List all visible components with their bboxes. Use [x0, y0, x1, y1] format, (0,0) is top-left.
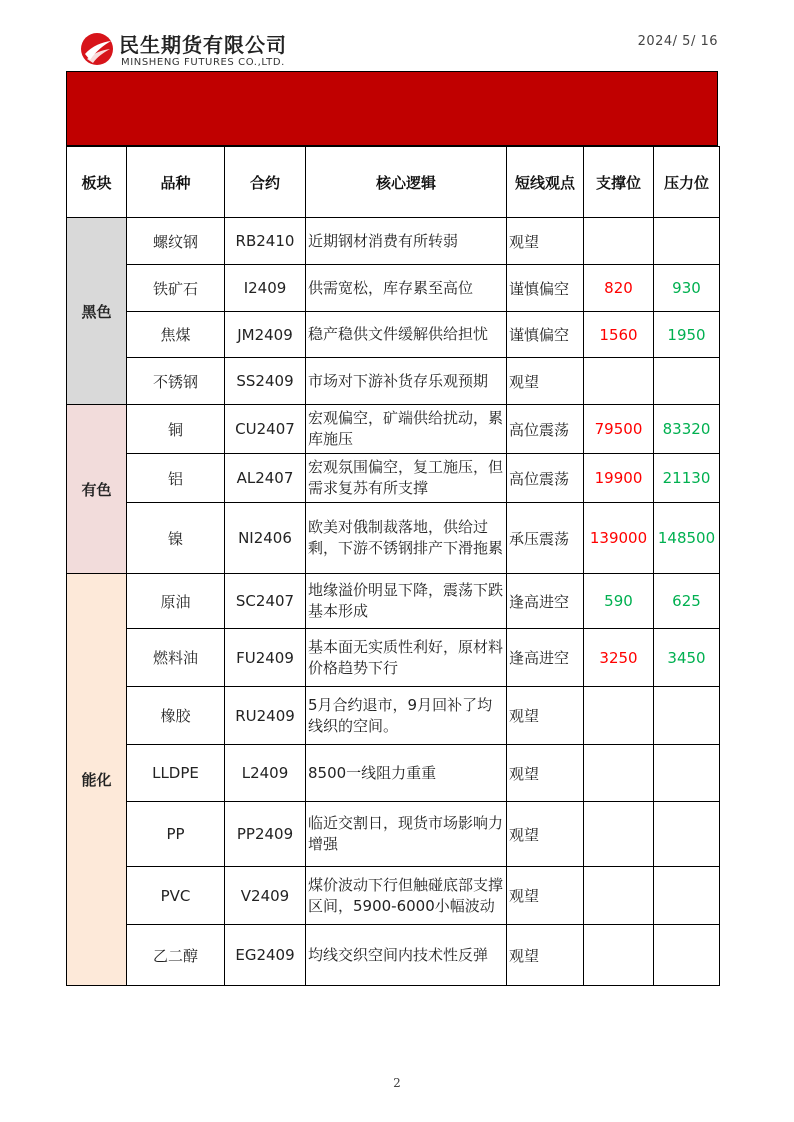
company-name-en: MINSHENG FUTURES CO.,LTD.	[121, 57, 285, 68]
header-core-logic: 核心逻辑	[306, 147, 507, 218]
logic-cell: 宏观氛围偏空，复工施压，但需求复苏有所支撑	[306, 454, 507, 503]
view-cell: 高位震荡	[507, 454, 584, 503]
support-cell	[584, 687, 654, 745]
resistance-cell	[654, 218, 720, 265]
resistance-cell: 148500	[654, 503, 720, 574]
support-cell	[584, 802, 654, 867]
table-row	[67, 265, 720, 312]
resistance-cell	[654, 745, 720, 802]
logic-cell: 宏观偏空，矿端供给扰动，累库施压	[306, 405, 507, 454]
contract-cell: AL2407	[225, 454, 306, 503]
support-cell	[584, 218, 654, 265]
table-row	[67, 867, 720, 925]
logic-text: 煤价波动下行但触碰底部支撑区间，5900-6000小幅波动	[308, 875, 504, 915]
variety-cell: 橡胶	[127, 687, 225, 745]
contract-cell: CU2407	[225, 405, 306, 454]
view-cell: 观望	[507, 218, 584, 265]
header-resistance: 压力位	[654, 147, 720, 218]
page-header	[0, 0, 794, 72]
view-cell: 谨慎偏空	[507, 312, 584, 358]
variety-cell: 不锈钢	[127, 358, 225, 405]
table-row	[67, 925, 720, 986]
logic-cell: 8500一线阻力重重	[306, 745, 507, 802]
support-cell	[584, 745, 654, 802]
sector-cell: 能化	[67, 574, 127, 986]
contract-cell: RU2409	[225, 687, 306, 745]
resistance-cell: 3450	[654, 629, 720, 687]
contract-cell: JM2409	[225, 312, 306, 358]
resistance-cell: 21130	[654, 454, 720, 503]
table-row	[67, 312, 720, 358]
view-cell: 承压震荡	[507, 503, 584, 574]
support-cell	[584, 867, 654, 925]
contract-cell: V2409	[225, 867, 306, 925]
resistance-cell	[654, 867, 720, 925]
contract-cell: L2409	[225, 745, 306, 802]
support-cell: 79500	[584, 405, 654, 454]
resistance-cell	[654, 925, 720, 986]
header-support: 支撑位	[584, 147, 654, 218]
logic-cell: 欧美对俄制裁落地，供给过剩，下游不锈钢排产下滑拖累	[306, 503, 507, 574]
table-row	[67, 218, 720, 265]
view-cell: 逢高进空	[507, 629, 584, 687]
support-cell	[584, 358, 654, 405]
variety-cell: 原油	[127, 574, 225, 629]
resistance-cell	[654, 687, 720, 745]
contract-cell: EG2409	[225, 925, 306, 986]
table-row	[67, 687, 720, 745]
page-number: 2	[393, 1076, 401, 1090]
resistance-cell: 930	[654, 265, 720, 312]
support-cell: 19900	[584, 454, 654, 503]
contract-cell: RB2410	[225, 218, 306, 265]
support-cell: 820	[584, 265, 654, 312]
contract-cell: PP2409	[225, 802, 306, 867]
logic-cell	[306, 867, 507, 925]
table-row	[67, 454, 720, 503]
variety-cell: 焦煤	[127, 312, 225, 358]
resistance-cell	[654, 358, 720, 405]
contract-cell: I2409	[225, 265, 306, 312]
view-cell: 观望	[507, 867, 584, 925]
variety-cell: 镍	[127, 503, 225, 574]
logic-cell: 均线交织空间内技术性反弹	[306, 925, 507, 986]
minsheng-logo-icon	[80, 32, 114, 66]
contract-cell: SS2409	[225, 358, 306, 405]
contract-cell: SC2407	[225, 574, 306, 629]
support-cell: 590	[584, 574, 654, 629]
resistance-cell: 1950	[654, 312, 720, 358]
report-date: 2024/ 5/ 16	[637, 34, 718, 49]
header-contract: 合约	[225, 147, 306, 218]
table-row	[67, 405, 720, 454]
variety-cell: 燃料油	[127, 629, 225, 687]
support-cell: 1560	[584, 312, 654, 358]
company-name-cn: 民生期货有限公司	[119, 33, 287, 57]
sector-cell: 有色	[67, 405, 127, 574]
view-cell: 观望	[507, 802, 584, 867]
logic-cell: 基本面无实质性利好，原材料价格趋势下行	[306, 629, 507, 687]
table-row	[67, 574, 720, 629]
resistance-cell	[654, 802, 720, 867]
logic-cell: 市场对下游补货存乐观预期	[306, 358, 507, 405]
contract-cell: NI2406	[225, 503, 306, 574]
header-short-term-view: 短线观点	[507, 147, 584, 218]
support-cell: 3250	[584, 629, 654, 687]
view-cell: 观望	[507, 358, 584, 405]
table-row	[67, 358, 720, 405]
view-cell: 观望	[507, 925, 584, 986]
resistance-cell: 625	[654, 574, 720, 629]
table-row	[67, 503, 720, 574]
logic-cell: 临近交割日，现货市场影响力增强	[306, 802, 507, 867]
support-cell	[584, 925, 654, 986]
support-cell: 139000	[584, 503, 654, 574]
logic-cell: 地缘溢价明显下降，震荡下跌基本形成	[306, 574, 507, 629]
resistance-cell: 83320	[654, 405, 720, 454]
variety-cell: 螺纹钢	[127, 218, 225, 265]
variety-cell: LLDPE	[127, 745, 225, 802]
contract-cell: FU2409	[225, 629, 306, 687]
table-header-row	[67, 147, 720, 218]
header-sector: 板块	[67, 147, 127, 218]
logic-cell: 稳产稳供文件缓解供给担忧	[306, 312, 507, 358]
variety-cell: 乙二醇	[127, 925, 225, 986]
title-banner	[66, 71, 718, 146]
table-row	[67, 745, 720, 802]
variety-cell: 铝	[127, 454, 225, 503]
strategy-table	[66, 146, 720, 986]
variety-cell: 铜	[127, 405, 225, 454]
logic-cell: 5月合约退市，9月回补了均线织的空间。	[306, 687, 507, 745]
variety-cell: 铁矿石	[127, 265, 225, 312]
table-row	[67, 802, 720, 867]
view-cell: 高位震荡	[507, 405, 584, 454]
view-cell: 谨慎偏空	[507, 265, 584, 312]
variety-cell: PVC	[127, 867, 225, 925]
view-cell: 逢高进空	[507, 574, 584, 629]
logic-cell: 近期钢材消费有所转弱	[306, 218, 507, 265]
header-variety: 品种	[127, 147, 225, 218]
sector-cell: 黑色	[67, 218, 127, 405]
view-cell: 观望	[507, 745, 584, 802]
logic-cell: 供需宽松，库存累至高位	[306, 265, 507, 312]
table-row	[67, 629, 720, 687]
view-cell: 观望	[507, 687, 584, 745]
variety-cell: PP	[127, 802, 225, 867]
